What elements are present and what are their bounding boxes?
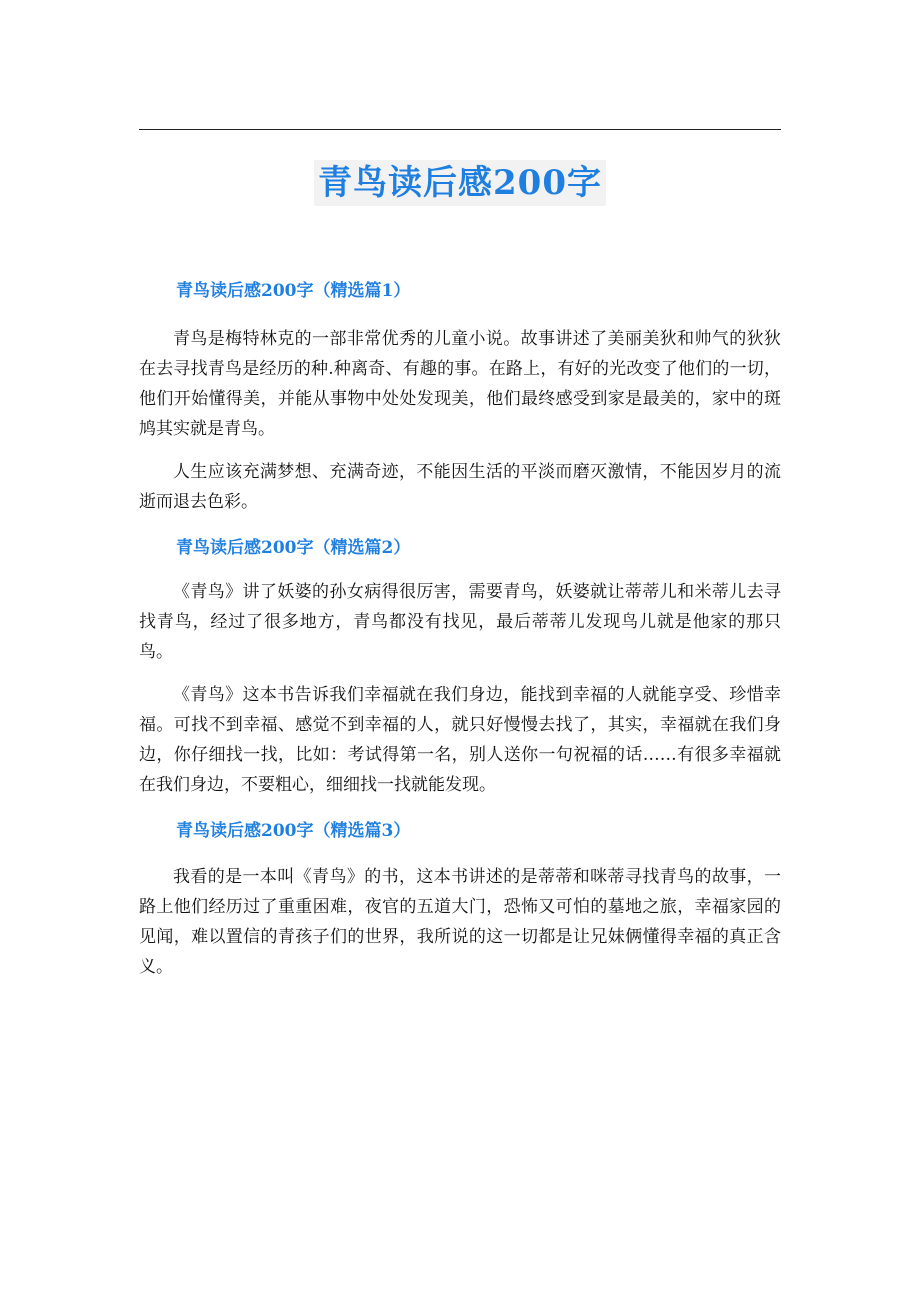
page-title: 青鸟读后感200字 (314, 160, 606, 206)
section-heading-2: 青鸟读后感200字（精选篇2） (176, 538, 411, 558)
header-rule (139, 129, 781, 130)
section-1-paragraph-2: 人生应该充满梦想、充满奇迹，不能因生活的平淡而磨灭激情，不能因岁月的流逝而退去色彩。 (139, 462, 781, 512)
section-2-paragraph-2: 《青鸟》这本书告诉我们幸福就在我们身边，能找到幸福的人就能享受、珍惜幸福。可找不到幸福、感觉不到幸福的人，就只好慢慢去找了，其实，幸福就在我们身边，你仔细找一找，比如：考试得第一名，别人送你一句祝福的话……有很多幸福就在我们身边，不要粗心，细细找一找就能发现。 (139, 685, 781, 795)
section-heading-3: 青鸟读后感200字（精选篇3） (176, 821, 411, 841)
section-1-paragraph-1: 青鸟是梅特林克的一部非常优秀的儿童小说。故事讲述了美丽美狄和帅气的狄狄在去寻找青鸟是经历的种.种离奇、有趣的事。在路上，有好的光改变了他们的一切，他们开始懂得美，并能从事物中处处发现美，他们最终感受到家是最美的，家中的斑鸠其实就是青鸟。 (139, 329, 781, 439)
title-container (0, 160, 920, 206)
section-heading-1: 青鸟读后感200字（精选篇1） (176, 281, 411, 301)
article-body (139, 274, 781, 982)
section-3-paragraph-1: 我看的是一本叫《青鸟》的书，这本书讲述的是蒂蒂和咪蒂寻找青鸟的故事，一路上他们经历过了重重困难，夜官的五道大门，恐怖又可怕的墓地之旅，幸福家园的见闻，难以置信的青孩子们的世界，我所说的这一切都是让兄妹俩懂得幸福的真正含义。 (139, 867, 781, 977)
section-2-paragraph-1: 《青鸟》讲了妖婆的孙女病得很厉害，需要青鸟，妖婆就让蒂蒂儿和米蒂儿去寻找青鸟，经过了很多地方，青鸟都没有找见，最后蒂蒂儿发现鸟儿就是他家的那只鸟。 (139, 582, 781, 662)
